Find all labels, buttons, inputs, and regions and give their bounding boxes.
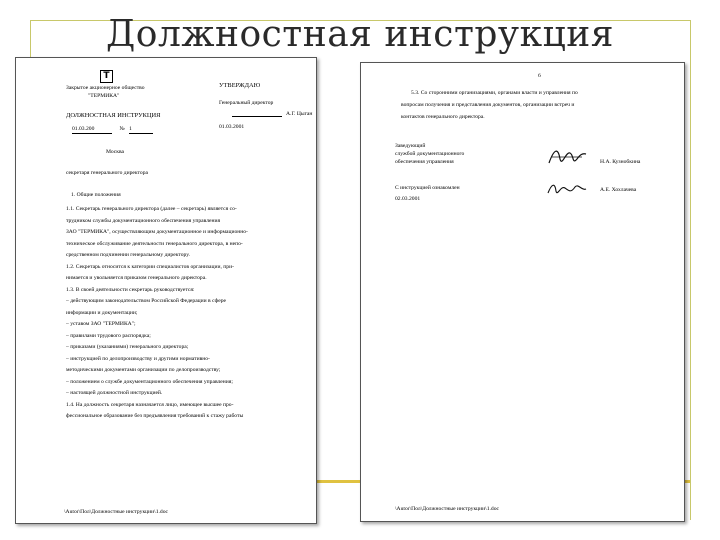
body-line: информации и документации; xyxy=(66,309,138,316)
company-name: "ТЕРМИКА" xyxy=(88,93,120,99)
ack-label: С инструкцией ознакомлен xyxy=(395,185,460,191)
head-title-line: обеспечения управления xyxy=(395,159,454,165)
body-line: 1.3. В своей деятельности секретарь руководствуется: xyxy=(66,286,195,293)
document-page-1 xyxy=(15,57,317,524)
body-line: 1.1. Секретарь генерального директора (далее – секретарь) является со- xyxy=(66,206,237,212)
signature-line xyxy=(232,116,282,117)
body-line: – положением о службе документационного обеспечения управления; xyxy=(66,378,233,385)
body-line: вопросам получения и представления документов, организации встреч и xyxy=(401,102,575,108)
head-title-line: службой документационного xyxy=(395,151,465,157)
ack-date: 02.03.2001 xyxy=(395,196,421,202)
body-line: методическими документами организации по делопроизводству; xyxy=(66,367,221,373)
body-line: трудником службы документационного обеспечения управления xyxy=(66,217,221,224)
page-footer: \Autor\Пол\Должностные инструкции\1.doc xyxy=(395,506,499,512)
body-line: – инструкцией по делопроизводству и другими нормативно- xyxy=(66,355,210,362)
page-number: 6 xyxy=(538,73,541,79)
body-line: фессиональное образование без предъявления требований к стажу работы xyxy=(66,413,244,419)
doc-number: 1 xyxy=(129,126,153,134)
position: секретаря генерального директора xyxy=(66,170,148,176)
page-footer: \Autor\Пол\Должностные инструкции\1.doc xyxy=(64,509,168,515)
body-line: контактов генерального директора. xyxy=(401,114,485,120)
doc-date: 01.03.200 xyxy=(72,126,112,134)
approve-date: 01.03.2001 xyxy=(219,124,245,130)
body-line: 1.4. На должность секретаря назначается лицо, имеющее высшее про- xyxy=(66,401,234,408)
slide-frame-right xyxy=(690,20,691,520)
approve-label: УТВЕРЖДАЮ xyxy=(219,82,261,89)
doc-type: ДОЛЖНОСТНАЯ ИНСТРУКЦИЯ xyxy=(66,112,161,119)
city: Москва xyxy=(106,149,125,155)
section-title: 1. Общие положения xyxy=(71,192,121,198)
body-line: ЗАО "ТЕРМИКА", осуществляющим документационное и информационно- xyxy=(66,229,248,235)
head-title-line: Заведующий xyxy=(395,143,426,149)
body-line: 5.3. Со сторонними организациями, органами власти и управления по xyxy=(411,90,578,96)
body-line: 1.2. Секретарь относится к категории специалистов организации, при- xyxy=(66,263,234,270)
head-name: Н.А. Кузнобкина xyxy=(600,159,641,165)
document-page-2 xyxy=(360,62,685,522)
signature-head xyxy=(546,145,588,173)
body-line: – настоящей должностной инструкцией. xyxy=(66,390,163,396)
director-title: Генеральный директор xyxy=(219,100,274,106)
body-line: – приказами (указаниями) генерального директора; xyxy=(66,344,189,350)
doc-no-label: № xyxy=(119,126,125,132)
body-line: – правилами трудового распорядка; xyxy=(66,332,151,339)
body-line: – уставом ЗАО "ТЕРМИКА"; xyxy=(66,321,136,327)
slide-title: Должностная инструкция xyxy=(106,14,614,55)
company-logo: Т xyxy=(100,70,113,83)
section-body xyxy=(66,204,311,423)
ack-name: А.Е. Хохлачева xyxy=(600,187,637,193)
signature-ack-icon xyxy=(546,179,588,199)
body-line: – действующим законодательством Российской Федерации в сфере xyxy=(66,298,227,304)
body-line: техническое обслуживание деятельности генерального директора, в непо- xyxy=(66,240,243,247)
signature-ack xyxy=(546,179,588,202)
director-name: А.Г. Цыган xyxy=(286,111,313,117)
company-type: Закрытое акционерное общество xyxy=(66,85,145,91)
signature-head-icon xyxy=(546,145,588,169)
body-line: нимается и увольняется приказом генерального директора. xyxy=(66,275,207,281)
body-line: средственном подчинении генеральному директору. xyxy=(66,252,190,258)
